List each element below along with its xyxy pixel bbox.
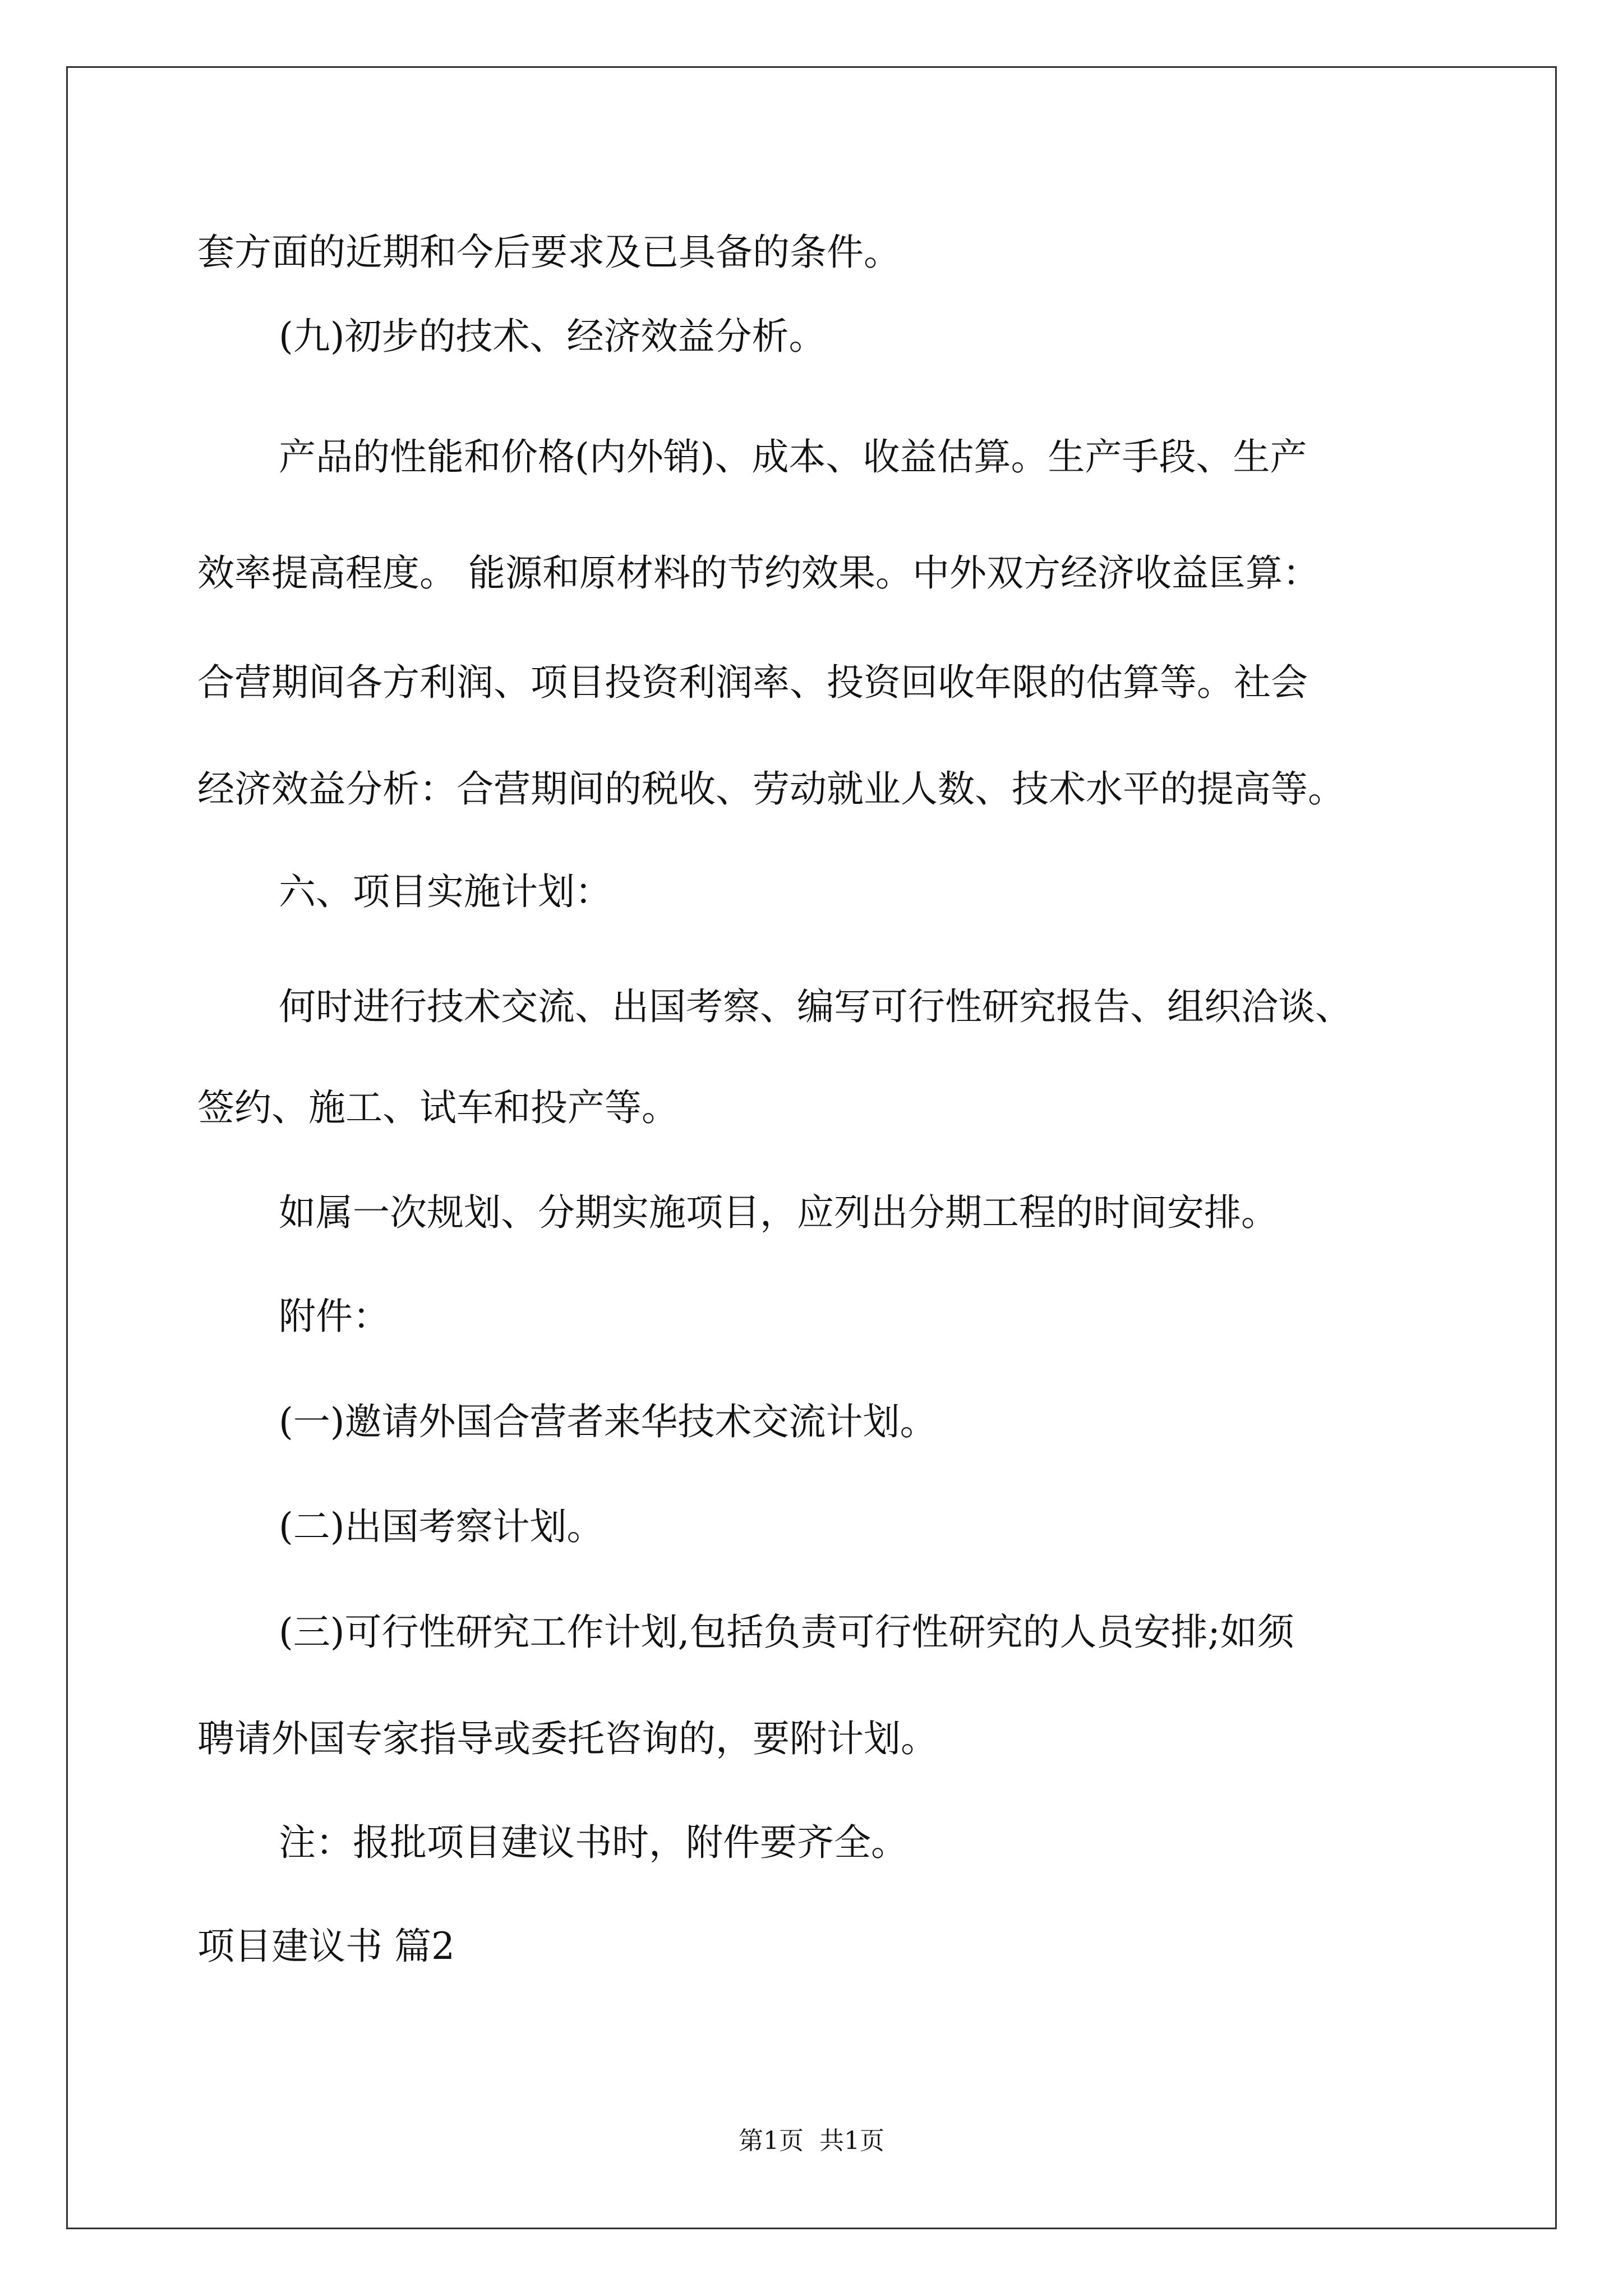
body-line: 如属一次规划、分期实施项目，应列出分期工程的时间安排。	[279, 1191, 1278, 1234]
body-line: 套方面的近期和今后要求及已具备的条件。	[197, 231, 901, 274]
attachments-heading: 附件：	[279, 1295, 390, 1338]
body-line: (三)可行性研究工作计划,包括负责可行性研究的人员安排;如须	[279, 1611, 1294, 1654]
body-line: 合营期间各方利润、项目投资利润率、投资回收年限的估算等。社会	[197, 661, 1308, 704]
body-line: (九)初步的技术、经济效益分析。	[279, 315, 826, 358]
page-border	[66, 66, 1557, 2229]
body-line: 经济效益分析：合营期间的税收、劳动就业人数、技术水平的提高等。	[197, 767, 1345, 811]
body-line: 产品的性能和价格(内外销)、成本、收益估算。生产手段、生产	[279, 435, 1307, 478]
note-line: 注：报批项目建议书时，附件要齐全。	[279, 1821, 908, 1864]
section-heading: 六、项目实施计划：	[279, 870, 612, 913]
body-line: (一)邀请外国合营者来华技术交流计划。	[279, 1400, 937, 1443]
body-line: 聘请外国专家指导或委托咨询的，要附计划。	[197, 1717, 938, 1760]
body-line: 签约、施工、试车和投产等。	[197, 1086, 679, 1129]
body-line: 何时进行技术交流、出国考察、编写可行性研究报告、组织洽谈、	[279, 985, 1352, 1028]
body-line: 效率提高程度。 能源和原材料的节约效果。中外双方经济收益匡算：	[197, 551, 1320, 595]
body-line: (二)出国考察计划。	[279, 1505, 604, 1548]
page-footer: 第1页 共1页	[739, 2127, 884, 2155]
section-title: 项目建议书 篇2	[197, 1925, 455, 1968]
